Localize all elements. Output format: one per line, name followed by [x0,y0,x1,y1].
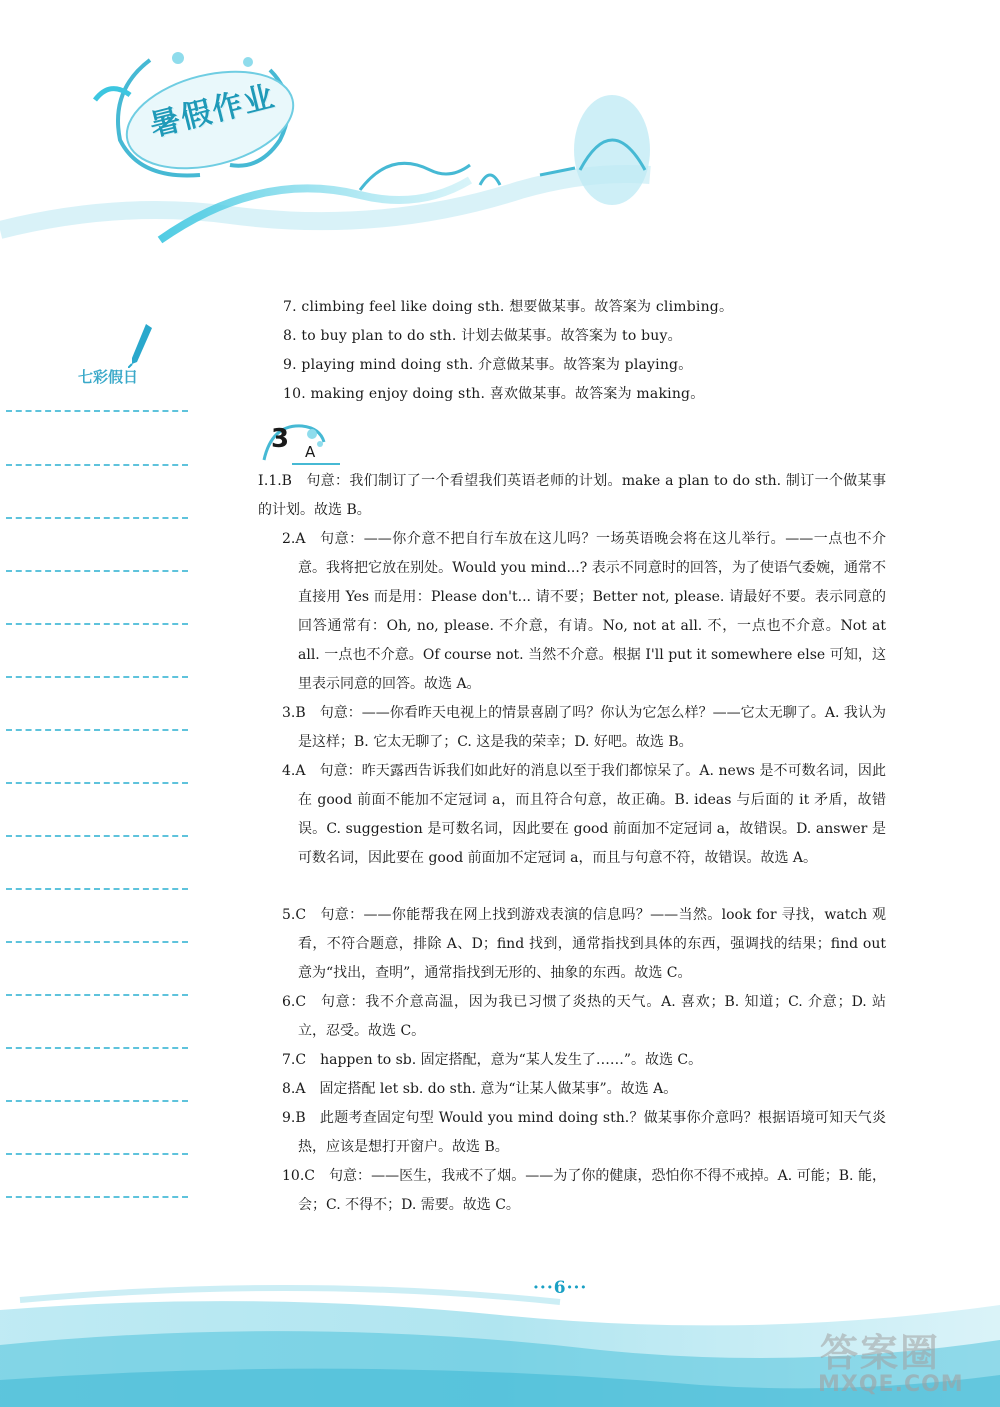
watermark-logo: 答案圈 [820,1331,941,1375]
item-text: 句意：我们制订了一个看望我们英语老师的计划。make a plan to do sth. 制订一个做某事的计划。故选 B。 [258,473,886,518]
margin-divider [6,464,188,466]
item-text: 固定搭配 let sb. do sth. 意为“让某人做某事”。故选 A。 [319,1081,678,1097]
item-number: 3.B [282,705,306,721]
item-number: 9.B [282,1110,306,1126]
item-text: 句意：我不介意高温，因为我已习惯了炎热的天气。A. 喜欢；B. 知道；C. 介意；D. 站立，忍受。故选 C。 [298,994,886,1039]
margin-divider [6,835,188,837]
margin-divider [6,1100,188,1102]
item-text: 句意：——你介意不把自行车放在这儿吗？一场英语晚会将在这儿举行。——一点也不介意。我将把它放在别处。Would you mind...? 表示不同意时的回答，为了使语气委婉，通常不直接用 Yes 而是用：Please don't... 请不要；Better not, please. 请最好不要。表示同意的回答通常有：Oh, no, please. 不介意，有请。No, not at all. 不，一点也不介意。Not at all. 一点也不介意。Of course not. 当然不介意。根据 I'll put it somewhere else 可知，这里表示同意的回答。故选 A。 [298,531,886,692]
item-text: 句意：昨天露西告诉我们如此好的消息以至于我们都惊呆了。A. news 是不可数名词，因此在 good 前面不能加不定冠词 a，而且符合句意，故正确。B. ideas 与后面的 it 矛盾，故错误。C. suggestion 是可数名词，因此要在 good 前面加不定冠词 a，故错误。D. answer 是可数名词，因此要在 good 前面加不定冠词 a，而且与句意不符，故错误。故选 A。 [298,763,886,866]
list-item [258,467,886,525]
answer-line: 7. climbing feel like doing sth. 想要做某事。故答案为 climbing。 [283,299,734,315]
margin-label: 七彩假日 [78,368,139,386]
list-item [282,1104,886,1162]
margin-divider [6,623,188,625]
list-item [282,988,886,1046]
header-decoration [0,0,1000,260]
banner-title: 暑假作业 [146,78,280,144]
list-item [282,699,886,757]
item-text: happen to sb. 固定搭配，意为“某人发生了……”。故选 C。 [320,1052,703,1068]
item-number: 2.A [282,531,306,547]
margin-divider [6,782,188,784]
item-number: Ⅰ.1.B [258,473,292,489]
item-number: 6.C [282,994,307,1010]
item-text: 句意：——医生，我戒不了烟。——为了你的健康，恐怕你不得不戒掉。A. 可能；B. 能，会；C. 不得不；D. 需要。故选 C。 [298,1168,886,1213]
list-item [282,525,886,699]
section-number: 3 [271,424,290,454]
item-number: 7.C [282,1052,307,1068]
margin-divider [6,1196,188,1198]
margin-divider [6,410,188,412]
answer-line: 10. making enjoy doing sth. 喜欢做某事。故答案为 making。 [283,386,705,402]
list-item [282,757,886,873]
margin-divider [6,941,188,943]
margin-divider [6,517,188,519]
answer-line: 8. to buy plan to do sth. 计划去做某事。故答案为 to buy。 [283,328,682,344]
margin-divider [6,994,188,996]
margin-divider [6,570,188,572]
list-item [282,1046,886,1075]
item-text: 句意：——你看昨天电视上的情景喜剧了吗？你认为它怎么样？——它太无聊了。A. 我认为是这样；B. 它太无聊了；C. 这是我的荣幸；D. 好吧。故选 B。 [298,705,886,750]
answer-line: 9. playing mind doing sth. 介意做某事。故答案为 playing。 [283,357,693,373]
margin-divider [6,676,188,678]
watermark-site: MXQE.COM [818,1372,964,1397]
item-number: 5.C [282,907,307,923]
list-item [282,901,886,988]
pen-icon [128,322,154,368]
list-item [282,1075,886,1104]
margin-divider [6,729,188,731]
page-number: ···6··· [533,1278,588,1298]
margin-divider [6,1047,188,1049]
item-text: 句意：——你能帮我在网上找到游戏表演的信息吗？——当然。look for 寻找，watch 观看，不符合题意，排除 A、D；find 找到，通常指找到具体的东西，强调找的结果；find out 意为“找出，查明”，通常指找到无形的、抽象的东西。故选 C。 [298,907,886,981]
item-number: 8.A [282,1081,306,1097]
item-number: 10.C [282,1168,315,1184]
item-number: 4.A [282,763,306,779]
margin-divider [6,888,188,890]
item-text: 此题考查固定句型 Would you mind doing sth.？做某事你介意吗？根据语境可知天气炎热，应该是想打开窗户。故选 B。 [298,1110,886,1155]
margin-divider [6,1153,188,1155]
section-letter: A [305,443,316,461]
list-item [282,1162,886,1220]
